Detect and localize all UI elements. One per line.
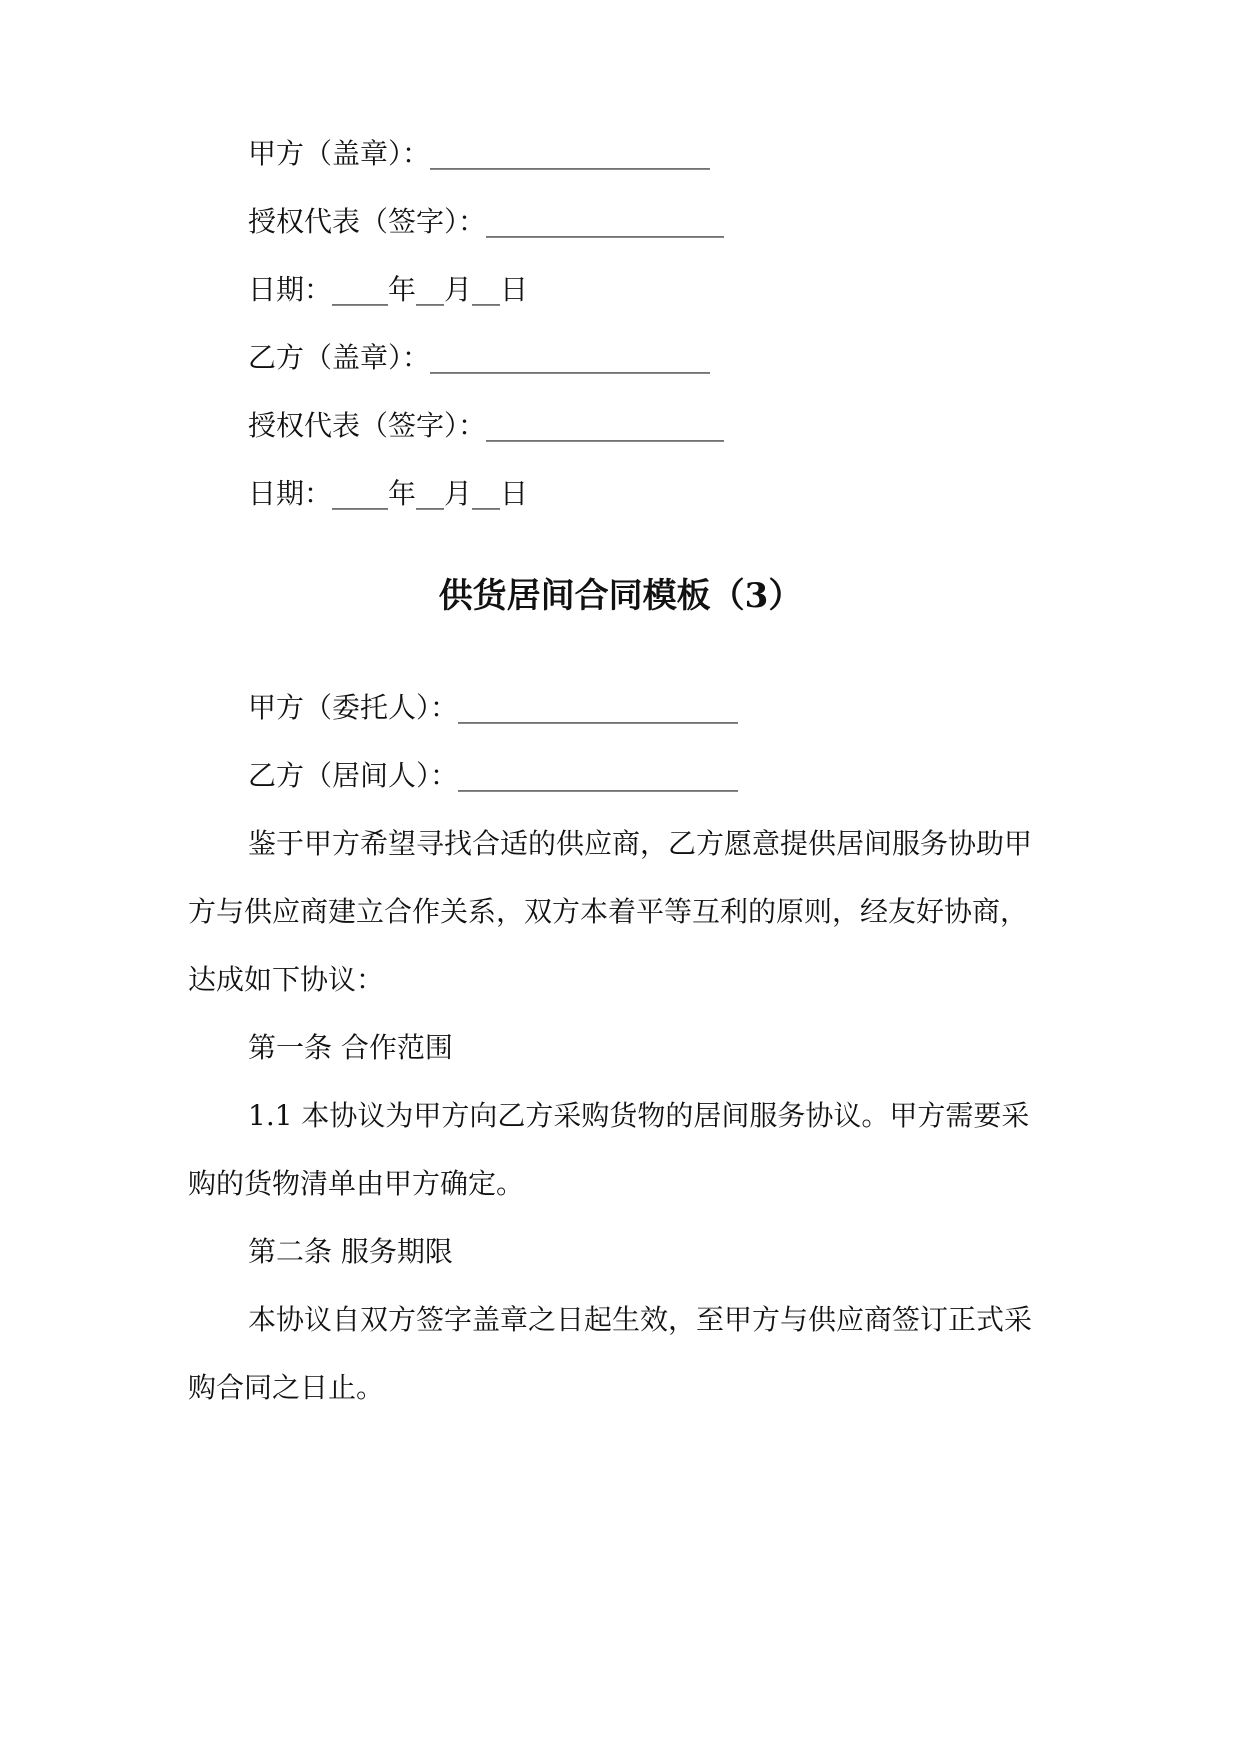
article-2-line-1: 本协议自双方签字盖章之日起生效，至甲方与供应商签订正式采 [248,1303,1033,1336]
party-b-intermediary-line: 乙方（居间人）：____________________ [248,759,739,792]
party-b-representative-line: 授权代表（签字）：_________________ [248,409,725,442]
party-a-date-line: 日期：____年__月__日 [248,273,529,306]
document-title: 供货居间合同模板（3） [438,576,803,616]
preamble-line-3: 达成如下协议： [188,963,385,996]
party-b-date-line: 日期：____年__月__日 [248,477,529,510]
party-a-seal-line: 甲方（盖章）：____________________ [248,137,711,170]
article-1-heading: 第一条 合作范围 [248,1031,453,1064]
party-a-representative-line: 授权代表（签字）：_________________ [248,205,725,238]
preamble-line-1: 鉴于甲方希望寻找合适的供应商，乙方愿意提供居间服务协助甲 [248,827,1033,860]
article-1-1-line-1: 1.1 本协议为甲方向乙方采购货物的居间服务协议。甲方需要采 [248,1099,1030,1132]
article-2-heading: 第二条 服务期限 [248,1235,453,1268]
article-2-line-2: 购合同之日止。 [188,1371,385,1404]
preamble-line-2: 方与供应商建立合作关系，双方本着平等互利的原则，经友好协商， [188,895,1029,928]
party-a-client-line: 甲方（委托人）：____________________ [248,691,739,724]
party-b-seal-line: 乙方（盖章）：____________________ [248,341,711,374]
article-1-1-line-2: 购的货物清单由甲方确定。 [188,1167,525,1200]
